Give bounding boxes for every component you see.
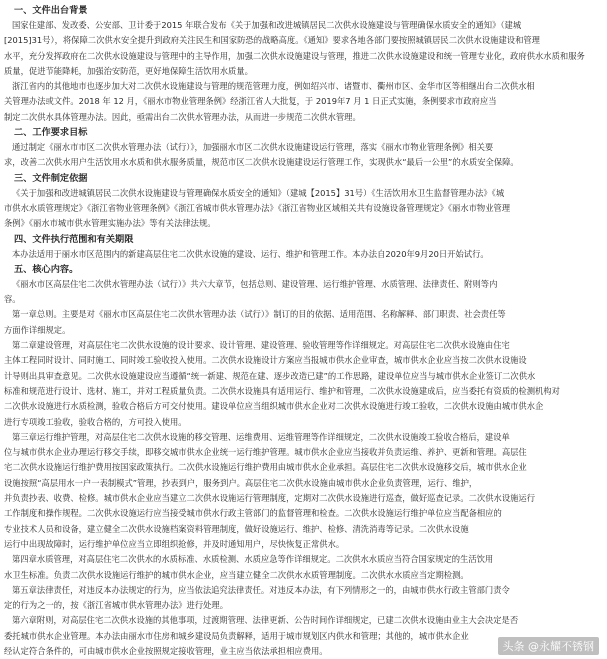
text-line: 本办法适用于丽水市区范围内的新建高层住宅二次供水设施的建设、运行、维护和管理工作。本办法自2020年9月20日开始试行。 [12, 248, 489, 259]
text-line: 标准和规范进行设计、选材、施工，并对工程质量负责。二次供水设施具有适用运行、维护和管理，二次供水设施建成后，应当委托有资质的检测机构对 [4, 385, 560, 396]
section-3 [4, 171, 603, 232]
text-line: 宅二次供水设施运行维护费用按国家政策执行。二次供水设施运行维护费用由城市供水企业承担。高层住宅二次供水设施移交后，城市供水企业 [4, 462, 527, 473]
text-line: 第六章附则，对高层住宅二次供水设施的其他事项，过渡期管理、法律更新、公告时间作详细规定，已建二次供水设施由业主大会决定是否 [12, 615, 519, 626]
paragraph [4, 277, 603, 308]
text-line: 容。 [4, 294, 21, 305]
paragraph [4, 18, 603, 79]
section-2 [4, 125, 603, 171]
text-line: 进行专项竣工验收，验收合格的，方可投入使用。 [4, 416, 187, 427]
text-line: 《关于加强和改进城镇居民二次供水设施建设与管理确保水质安全的通知》（建城【2015】31号）《生活饮用水卫生监督管理办法》《城 [12, 187, 505, 198]
text-line: 浙江省内的其他地市也逐步加大对二次供水设施建设与管理的规范管理力度，例如绍兴市、诸暨市、衢州市区、金华市区等相继出台二次供水相 [12, 81, 535, 92]
section-4 [4, 232, 603, 262]
text-line: 位与城市供水企业办理运行移交手续，即移交城市供水企业统一运行维护管理。城市供水企业应当接收并负责运维、养护、更新和管理。高层住 [4, 447, 527, 458]
text-line: [2015]31号），将保障二次供水安全提升到政府关注民生和国家防恐的战略高度。《通知》要求各地各部门要按照城镇居民二次供水设施建设和管理 [4, 35, 540, 46]
text-line: 制定二次供水具体管理办法。因此，亟需出台二次供水管理办法，从而进一步规范二次供水管理。 [4, 111, 361, 122]
text-line: 第五章法律责任，对违反本办法规定的行为，应当依法追究法律责任。对违反本办法，有下列情形之一的，由城市供水行政主管部门责令 [12, 584, 510, 595]
text-line: 《丽水市区高层住宅二次供水管理办法（试行）》共六大章节，包括总则、建设管理、运行维护管理、水质管理、法律责任、附则等内 [12, 278, 498, 289]
text-line: 水卫生标准。负责二次供水设施运行维护的城市供水企业，应当建立健全二次供水水质管理制度。二次供水水质应当定期检测。 [4, 569, 469, 580]
section-heading: 二、工作要求目标 [14, 127, 88, 139]
text-line: 第一章总则。主要是对《丽水市区高层住宅二次供水管理办法（试行）》制订的目的依据、适用范围、名称解释、部门职责、社会责任等 [12, 309, 506, 320]
text-line: 第二章建设管理，对高层住宅二次供水设施的设计要求、设计管理、建设管理、验收管理等作详细规定。对高层住宅二次供水设施由住宅 [12, 340, 510, 351]
text-line: 定的行为之一的，按《浙江省城市供水管理办法》进行处理。 [4, 600, 229, 611]
text-line: 主体工程同时设计、同时施工、同时竣工验收投入使用。二次供水设施设计方案应当报城市供水企业审查，城市供水企业应当按二次供水设施设 [4, 355, 527, 366]
text-line: 条例》《丽水市城市供水管理实施办法》等有关法律法规。 [4, 218, 216, 229]
paragraph [4, 583, 603, 614]
text-line: 求，改善二次供水用户生活饮用水水质和供水服务质量，规范市区二次供水设施建设运行管理工作，实现供水“最后一公里”的水质安全保障。 [4, 157, 519, 168]
text-line: 第四章水质管理，对高层住宅二次供水的水质标准、水质检测、水质应急等作详细规定。二次供水水质应当符合国家规定的生活饮用 [12, 554, 494, 565]
text-line: 并负责抄表、收费、检修。城市供水企业应当建立二次供水设施运行管理制度，定期对二次供水设施进行巡查，做好巡查记录。二次供水设施运行 [4, 493, 536, 504]
text-line: 水平，充分发挥政府在二次供水设施建设与管理中的主导作用，加强二次供水设施建设与管理，推进二次供水设施建设和统一管理专业化，政府供水水质和服务 [4, 50, 585, 61]
paragraph [4, 430, 603, 552]
text-line: 通过制定《丽水市市区二次供水管理办法（试行）》，加强丽水市区二次供水设施建设运行管理，落实《丽水市物业管理条例》相关要 [12, 142, 494, 153]
section-heading: 一、文件出台背景 [14, 5, 88, 16]
text-line: 工作制度和操作规程。二次供水设施运行应当接受城市供水行政主管部门的监督管理和检查。二次供水设施运行维护单位应当配备相应的 [4, 508, 502, 519]
section-5 [4, 262, 603, 659]
text-line: 方面作详细规定。 [4, 324, 71, 335]
text-line: 关管理办法或文件。2018 年 12 月，《丽水市物业管理条例》经浙江省人大批复，于 2019年7 月 1 日正式实施，条例要求市政府应当 [4, 96, 497, 107]
text-line: 运行中出现故障时，运行维护单位应当立即组织抢修，并及时通知用户，尽快恢复正常供水。 [4, 538, 345, 549]
text-line: 第三章运行维护管理，对高层住宅二次供水设施的移交管理、运维费用、运维管理等作详细规定，二次供水设施竣工验收合格后，建设单 [12, 431, 510, 442]
section-1 [4, 3, 603, 125]
section-heading: 五、核心内容。 [14, 263, 79, 275]
text-line: 国家住建部、发改委、公安部、卫计委于2015 年联合发布《关于加强和改进城镇居民二次供水设施建设与管理确保水质安全的通知》（建城 [12, 20, 522, 30]
section-heading: 四、文件执行范围和有关期限 [14, 233, 134, 245]
text-line: 二次供水设施进行水质检测，验收合格后方可交付使用。建设单位应当组织城市供水企业对二次供水设施进行竣工验收，二次供水设施由城市供水企 [4, 401, 544, 412]
text-line: 市供水水质管理规定》《浙江省物业管理条例》《浙江省城市供水管理办法》《浙江省物业区域相关共有设施设备管理规定》《丽水市物业管理 [4, 202, 511, 213]
text-line: 计导则出具审查意见。二次供水设施建设应当遵循“统一新建、规范在建、逐步改造已建”的工作思路，建设单位应当与城市供水企业签订二次供水 [4, 370, 536, 381]
watermark: 头条 @永耀不锈钢 [498, 637, 600, 655]
text-line: 经认定符合条件的，可由城市供水企业按照规定接收管理，业主应当依法承担相应费用。 [4, 645, 328, 656]
text-line: 设施按照“高层用水一户一表制模式”管理，抄表到户，服务到户。高层住宅二次供水设施由城市供水企业负责管理，运行、维护， [4, 477, 478, 488]
paragraph [4, 79, 603, 125]
paragraph [4, 552, 603, 583]
paragraph [4, 186, 603, 232]
paragraph [4, 307, 603, 338]
paragraph [4, 338, 603, 430]
section-heading: 三、文件制定依据 [14, 172, 88, 184]
paragraph [4, 140, 603, 171]
paragraph [4, 247, 603, 262]
text-line: 质量，促进节能降耗，加强治安防范，更好地保障生活饮用水质量。 [4, 65, 253, 76]
text-line: 专业技术人员和设备，建立健全二次供水设施档案资料管理制度，做好设施运行、维护、检修、清洗消毒等记录。二次供水设施 [4, 523, 469, 534]
text-line: 委托城市供水企业管理。本办法由丽水市住房和城乡建设局负责解释，适用于城市规划区内供水和管理；其他的，城市供水企业 [4, 630, 469, 641]
